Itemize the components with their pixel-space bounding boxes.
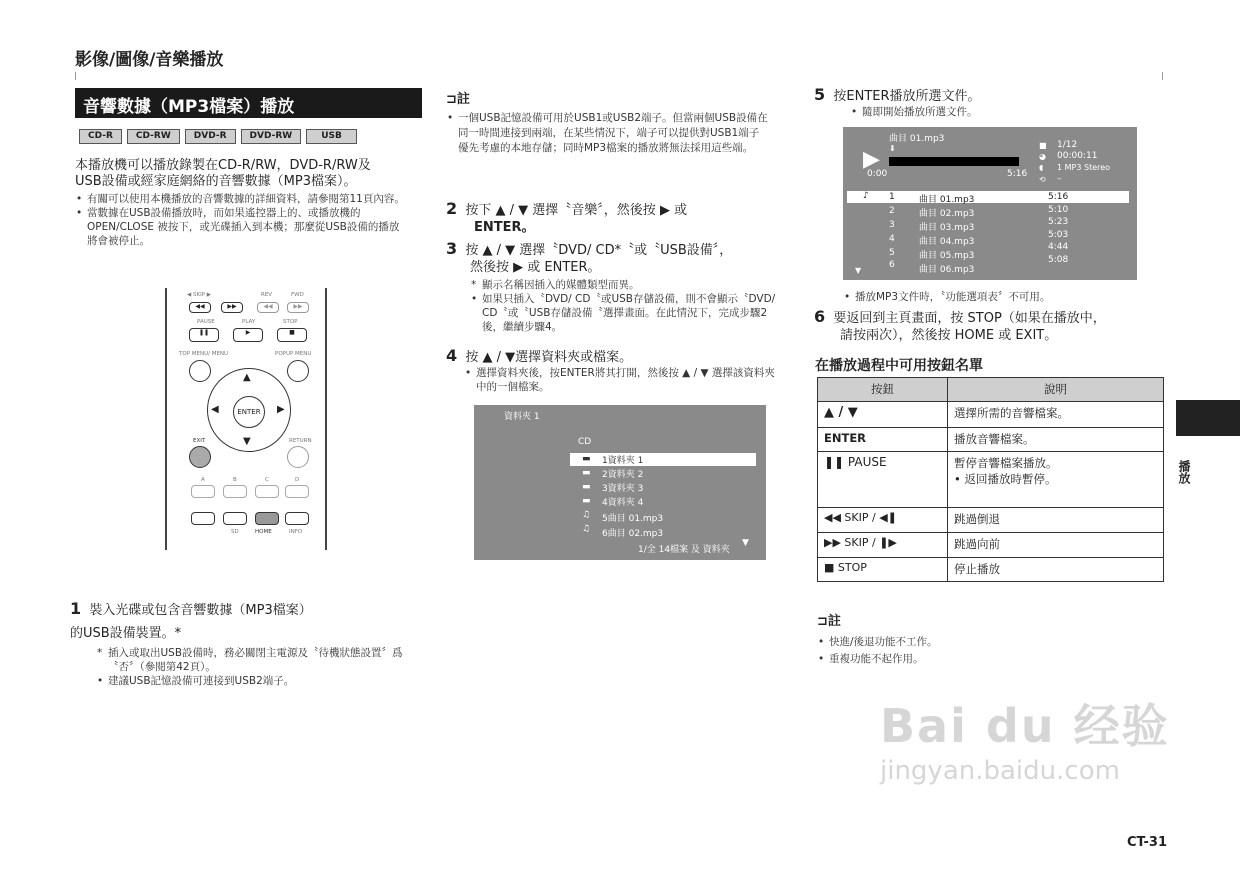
intro-bullet: • 有關可以使用本機播放的音響數據的詳細資料，請參閱第11頁內容。: [75, 192, 405, 206]
button-table: [817, 377, 1164, 582]
remote-button[interactable]: [191, 512, 215, 525]
track-name[interactable]: 曲目 04.mp3: [919, 237, 975, 247]
track-length: 5:10: [1048, 205, 1069, 215]
intro-bullet: • 當數據在USB設備播放時，而如果遙控器上的、或播放機的 OPEN/CLOSE 被按下，或光碟插入到本機；那麼從USB設備的播放將會被停止。: [75, 206, 405, 248]
progress-bar: [889, 157, 1019, 166]
note-top: [446, 88, 768, 156]
step-5: [814, 86, 1144, 119]
step-note: * 插入或取出USB設備時，務必關閉主電源及〝待機狀態設置〞爲〝否〞（參閱第42頁）。: [96, 646, 412, 674]
table-desc-line: 暫停音響檔案播放。: [954, 456, 1058, 470]
folder-screen-source: CD: [578, 437, 592, 447]
step-number: 1: [70, 599, 82, 618]
track-length: 5:16: [1048, 192, 1069, 202]
audio-icon: ◖: [1039, 163, 1044, 172]
note-bullet: • 重複功能不起作用。: [817, 652, 1137, 666]
note-head: 註: [456, 92, 470, 107]
folder-item[interactable]: 2資料夾 2: [602, 470, 644, 480]
intro: [75, 158, 425, 248]
stop-icon: ■: [289, 329, 295, 336]
step-6: [814, 308, 1164, 344]
folder-icon: ▬: [582, 482, 591, 492]
audio-info: 1 MP3 Stereo: [1057, 163, 1111, 172]
section-banner: 音響數據（MP3檔案）播放: [75, 88, 422, 118]
track-name[interactable]: 曲目 01.mp3: [919, 195, 975, 205]
time-start: 0:00: [867, 169, 888, 179]
folder-item[interactable]: 1資料夾 1: [602, 456, 644, 466]
folder-item[interactable]: 5曲目 01.mp3: [602, 514, 664, 524]
skip-forward-icon: ▶▶: [227, 303, 237, 310]
clock-icon: ◕: [1039, 152, 1046, 161]
time-end: 5:16: [1007, 169, 1028, 179]
table-button-cell: ▶▶ SKIP / ❚▶: [818, 533, 948, 558]
folder-screen-title: 資料夾 1: [504, 412, 540, 422]
sd-label: SD: [231, 529, 239, 535]
rule-tick: [75, 72, 76, 80]
skip-forward-button[interactable]: [221, 302, 243, 313]
skip-back-button[interactable]: [189, 302, 211, 313]
now-playing-title: 曲目 01.mp3: [889, 134, 945, 144]
folder-selection-highlight: [570, 453, 756, 466]
watermark: [880, 690, 1170, 786]
fwd-label: FWD: [291, 292, 304, 298]
return-button[interactable]: [287, 446, 309, 468]
watermark-url: jingyan.baidu.com: [880, 756, 1120, 786]
folder-item[interactable]: 6曲目 02.mp3: [602, 529, 664, 539]
track-length: 4:44: [1048, 242, 1069, 252]
step-text: 按 ▲ / ▼ 選擇〝DVD/ CD*〝或〝USB設備〞，: [465, 243, 733, 258]
folder-screen: [474, 405, 766, 560]
d-button[interactable]: [285, 485, 309, 498]
badge-dvdrw: DVD-RW: [241, 129, 302, 144]
table-desc-cell: 跳過倒退: [948, 508, 1164, 533]
sd-button[interactable]: [223, 512, 247, 525]
info-button[interactable]: [285, 512, 309, 525]
play-button[interactable]: [233, 328, 263, 342]
skip-label: ◀ SKIP ▶: [187, 292, 211, 298]
up-arrow-icon[interactable]: ▲: [243, 372, 251, 383]
note-text: • 一個USB記憶設備可用於USB1或USB2端子。但當兩個USB設備在同一時間連接到兩端，在某些情況下，端子可以提供對USB1端子優先考慮的本地存儲；同時MP3檔案的播放將無法採用這些端。: [446, 111, 768, 156]
right-arrow-icon[interactable]: ▶: [277, 404, 285, 415]
popup-menu-button[interactable]: [287, 360, 309, 382]
note-bullet: • 快進/後退功能不工作。: [817, 635, 1137, 649]
music-note-icon: ♪: [863, 191, 869, 201]
elapsed-time: 00:00:11: [1057, 151, 1098, 161]
top-menu-button[interactable]: [189, 360, 211, 382]
enter-button[interactable]: ENTER: [233, 396, 265, 428]
note-head: 註: [827, 614, 841, 629]
home-label: HOME: [255, 529, 272, 535]
track-length: 5:03: [1048, 230, 1069, 240]
folder-screen-footer: 1/全 14檔案 及 資料夾: [638, 545, 730, 555]
d-label: D: [295, 477, 300, 483]
step-bullet: • 隨即開始播放所選文件。: [850, 105, 1144, 119]
after-screen-bullet: • 播放MP3文件時，〝功能選項表〞不可用。: [843, 290, 1143, 304]
step-3: [446, 240, 791, 334]
folder-item[interactable]: 3資料夾 3: [602, 484, 644, 494]
exit-button[interactable]: [189, 446, 211, 468]
table-title: 在播放過程中可用按鈕名單: [815, 358, 983, 374]
track-icon: ■: [1039, 141, 1047, 150]
table-button-cell: ENTER: [818, 428, 948, 452]
note-bottom: [817, 610, 1137, 666]
track-number: 3: [889, 220, 895, 230]
c-button[interactable]: [255, 485, 279, 498]
track-number: 4: [889, 234, 895, 244]
step-number: 4: [446, 346, 458, 365]
play-icon: ▶: [863, 147, 880, 172]
down-arrow-icon[interactable]: ▼: [243, 436, 251, 447]
intro-line: USB設備或經家庭網絡的音響數據（MP3檔案）。: [75, 174, 357, 189]
track-number: 6: [889, 260, 895, 270]
folder-item[interactable]: 4資料夾 4: [602, 498, 644, 508]
track-name[interactable]: 曲目 06.mp3: [919, 265, 975, 275]
folder-icon: ▬: [582, 454, 591, 464]
side-tab-bar: [1176, 400, 1240, 436]
badge-usb: USB: [306, 129, 357, 144]
top-menu-label: TOP MENU/ MENU: [179, 351, 229, 357]
step-text: 要返回到主頁畫面，按 STOP（如果在播放中，: [833, 311, 1106, 326]
page-number: CT-31: [1127, 835, 1167, 850]
a-label: A: [201, 477, 205, 483]
stop-label: STOP: [283, 319, 298, 325]
badge-cdr: CD-R: [79, 129, 122, 144]
step-number: 3: [446, 239, 458, 258]
track-number: 5: [889, 248, 895, 258]
fwd-button[interactable]: [287, 302, 309, 313]
section-title: 影像/圖像/音樂播放: [75, 50, 224, 70]
step-text: 按 ▲ / ▼選擇資料夾或檔案。: [465, 350, 633, 365]
table-desc-cell: 播放音響檔案。: [948, 428, 1164, 452]
table-desc-cell: 停止播放: [948, 558, 1164, 582]
music-note-icon: ♫: [582, 510, 591, 520]
track-length: 5:08: [1048, 255, 1069, 265]
step-bullet: • 選擇資料夾後，按ENTER將其打開，然後按 ▲ / ▼ 選擇該資料夾中的一個檔案。: [464, 366, 784, 394]
repeat-status: –: [1057, 174, 1062, 184]
track-length: 5:23: [1048, 217, 1069, 227]
table-button-cell: ◀◀ SKIP / ◀❚: [818, 508, 948, 533]
play-label: PLAY: [242, 319, 256, 325]
table-button-cell: ▲ / ▼: [818, 402, 948, 428]
table-desc-cell: 跳過向前: [948, 533, 1164, 558]
step-text: ENTER。: [474, 220, 535, 235]
step-note: * 顯示名稱因插入的媒體類型而異。: [470, 278, 780, 292]
table-desc-cell: [948, 452, 1164, 508]
track-name[interactable]: 曲目 05.mp3: [919, 251, 975, 261]
step-number: 5: [814, 85, 826, 104]
step-text: 按下 ▲ / ▼ 選擇〝音樂〞，然後按 ▶ 或: [465, 203, 688, 218]
stop-button[interactable]: [277, 328, 307, 342]
track-number: 2: [889, 206, 895, 216]
note-icon: ⊐: [817, 614, 828, 629]
table-desc-cell: 選擇所需的音響檔案。: [948, 402, 1164, 428]
rev-button[interactable]: [257, 302, 279, 313]
skip-back-icon: ◀◀: [195, 303, 205, 310]
home-button[interactable]: [255, 512, 279, 525]
repeat-icon: ⟲: [1039, 175, 1046, 184]
track-name[interactable]: 曲目 03.mp3: [919, 223, 975, 233]
folder-icon: ▬: [582, 468, 591, 478]
side-tab-text: 播放: [1177, 460, 1191, 484]
a-button[interactable]: [191, 485, 215, 498]
watermark-logo: Bai du 经验: [880, 699, 1170, 753]
download-icon: ⬇: [889, 144, 896, 153]
c-label: C: [265, 477, 269, 483]
left-arrow-icon[interactable]: ◀: [211, 404, 219, 415]
scroll-down-icon[interactable]: ▼: [742, 538, 749, 548]
b-label: B: [233, 477, 237, 483]
remote-illustration: [165, 288, 327, 550]
music-note-icon: ♫: [582, 524, 591, 534]
info-label: INFO: [289, 529, 303, 535]
b-button[interactable]: [223, 485, 247, 498]
folder-icon: ▬: [582, 496, 591, 506]
track-number: 1: [889, 192, 895, 202]
step-2: [446, 200, 786, 236]
table-desc-line: • 返回播放時暫停。: [954, 472, 1057, 486]
track-count: 1/12: [1057, 140, 1078, 150]
return-label: RETURN: [289, 438, 312, 444]
intro-line: 本播放機可以播放錄製在CD-R/RW，DVD-R/RW及: [75, 158, 371, 173]
step-text: 按ENTER播放所選文件。: [833, 89, 981, 104]
rev-icon: ◀◀: [263, 303, 273, 310]
pause-icon: ❚❚: [198, 329, 210, 336]
exit-label: EXIT: [193, 438, 206, 444]
step-text: 然後按 ▶ 或 ENTER。: [470, 260, 601, 275]
step-1: [70, 600, 430, 688]
popup-label: POPUP MENU: [275, 351, 312, 357]
step-bullet: • 如果只插入〝DVD/ CD〝或USB存儲設備，則不會顯示〝DVD/ CD〝或〝USB存儲設備〝選擇畫面。在此情況下，完成步驟2後，繼續步驟4。: [470, 292, 780, 334]
badge-dvdr: DVD-R: [185, 129, 236, 144]
pause-button[interactable]: [189, 328, 219, 342]
table-button-cell: ■ STOP: [818, 558, 948, 582]
step-4: [446, 347, 791, 394]
rule-tick: [1162, 72, 1163, 80]
track-name[interactable]: 曲目 02.mp3: [919, 209, 975, 219]
media-badges: [79, 129, 357, 144]
badge-cdrw: CD-RW: [127, 129, 180, 144]
play-screen: [843, 127, 1137, 280]
step-number: 6: [814, 307, 826, 326]
table-header: 按鈕: [818, 378, 948, 402]
step-number: 2: [446, 199, 458, 218]
rev-label: REV: [261, 292, 273, 298]
note-icon: ⊐: [446, 92, 457, 107]
step-bullet: • 建議USB記憶設備可連接到USB2端子。: [96, 674, 430, 688]
scroll-down-icon[interactable]: ▼: [855, 266, 862, 275]
step-text: 請按兩次），然後按 HOME 或 EXIT。: [840, 328, 1058, 343]
after-screen-note: [843, 290, 1143, 304]
step-text: 的USB設備裝置。*: [70, 626, 182, 641]
table-button-cell: ❚❚ PAUSE: [818, 452, 948, 508]
fwd-icon: ▶▶: [293, 303, 303, 310]
step-text: 裝入光碟或包含音響數據（MP3檔案）: [89, 603, 312, 618]
table-header: 說明: [948, 378, 1164, 402]
pause-label: PAUSE: [197, 319, 215, 325]
play-icon: ▶: [245, 329, 251, 336]
